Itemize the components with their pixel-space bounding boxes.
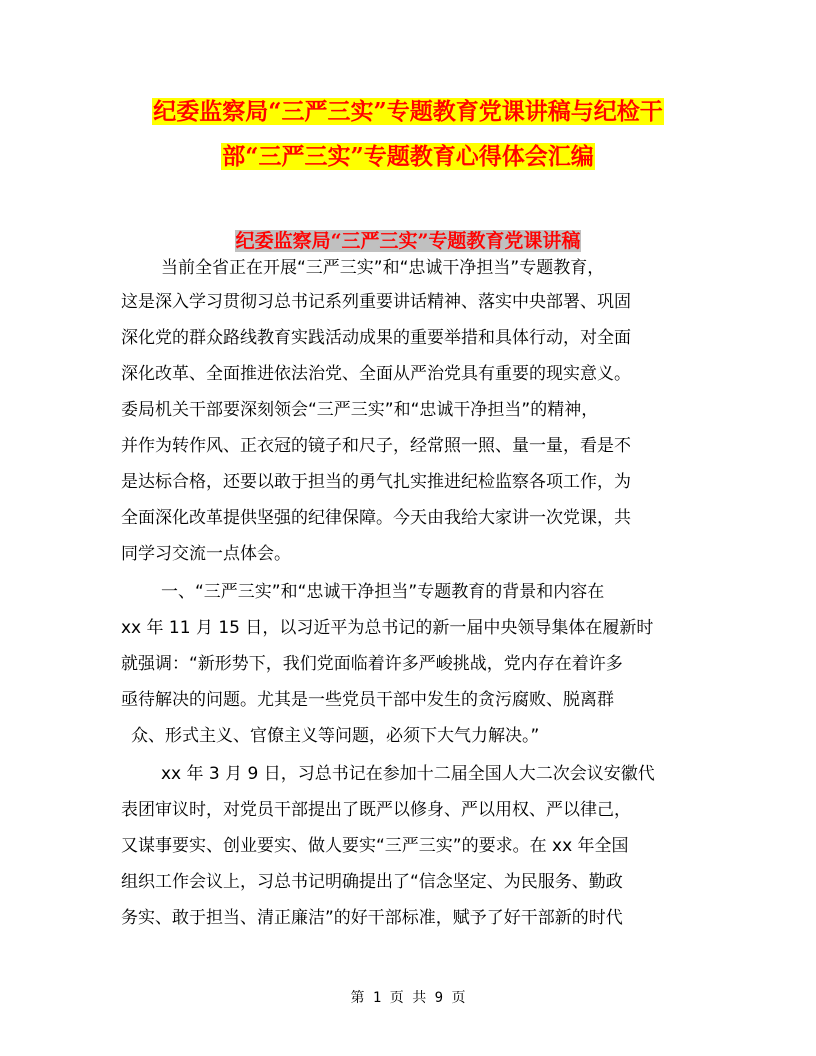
paragraph-line: 全面深化改革提供坚强的纪律保障。今天由我给大家讲一次党课，共	[121, 508, 631, 528]
page-footer: 第 1 页 共 9 页	[350, 990, 466, 1006]
paragraph-line: 并作为转作风、正衣冠的镜子和尺子，经常照一照、量一量，看是不	[121, 436, 631, 456]
paragraph-line: 亟待解决的问题。尤其是一些党员干部中发生的贪污腐败、脱离群	[121, 690, 614, 710]
title-highlight-1: 纪委监察局“三严三实”专题教育党课讲稿与纪检干	[153, 98, 663, 125]
paragraph-line: xx 年 11 月 15 日，以习近平为总书记的新一届中央领导集体在履新时	[121, 618, 654, 638]
section-title-highlight: 纪委监察局“三严三实”专题教育党课讲稿	[235, 230, 581, 252]
title-highlight-2: 部“三严三实”专题教育心得体会汇编	[222, 143, 594, 170]
paragraph-line: xx 年 3 月 9 日，习总书记在参加十二届全国人大二次会议安徽代	[161, 764, 655, 784]
paragraph-line: 就强调：“新形势下，我们党面临着许多严峻挑战，党内存在着许多	[121, 654, 623, 674]
paragraph-line: 深化改革、全面推进依法治党、全面从严治党具有重要的现实意义。	[121, 364, 631, 384]
section-title	[0, 228, 816, 254]
paragraph-line: 表团审议时，对党员干部提出了既严以修身、严以用权、严以律己，	[121, 800, 631, 820]
paragraph-line: 是达标合格，还要以敢于担当的勇气扎实推进纪检监察各项工作，为	[121, 472, 631, 492]
document-title-line-2	[0, 142, 816, 172]
paragraph-line: 深化党的群众路线教育实践活动成果的重要举措和具体行动，对全面	[121, 328, 631, 348]
paragraph-line: 一、“三严三实”和“忠诚干净担当”专题教育的背景和内容在	[161, 582, 605, 602]
paragraph-line: 众、形式主义、官僚主义等问题，必须下大气力解决。”	[131, 726, 540, 746]
paragraph-line: 又谋事要实、创业要实、做人要实“三严三实”的要求。在 xx 年全国	[121, 836, 629, 856]
paragraph-line: 委局机关干部要深刻领会“三严三实”和“忠诚干净担当”的精神，	[121, 400, 599, 420]
paragraph-line: 当前全省正在开展“三严三实”和“忠诚干净担当”专题教育，	[161, 258, 605, 278]
paragraph-line: 同学习交流一点体会。	[121, 544, 291, 564]
paragraph-line: 务实、敢于担当、清正廉洁”的好干部标准，赋予了好干部新的时代	[121, 908, 623, 928]
paragraph-line: 这是深入学习贯彻习总书记系列重要讲话精神、落实中央部署、巩固	[121, 292, 631, 312]
paragraph-line: 组织工作会议上，习总书记明确提出了“信念坚定、为民服务、勤政	[121, 872, 623, 892]
document-title-line-1	[0, 97, 816, 127]
